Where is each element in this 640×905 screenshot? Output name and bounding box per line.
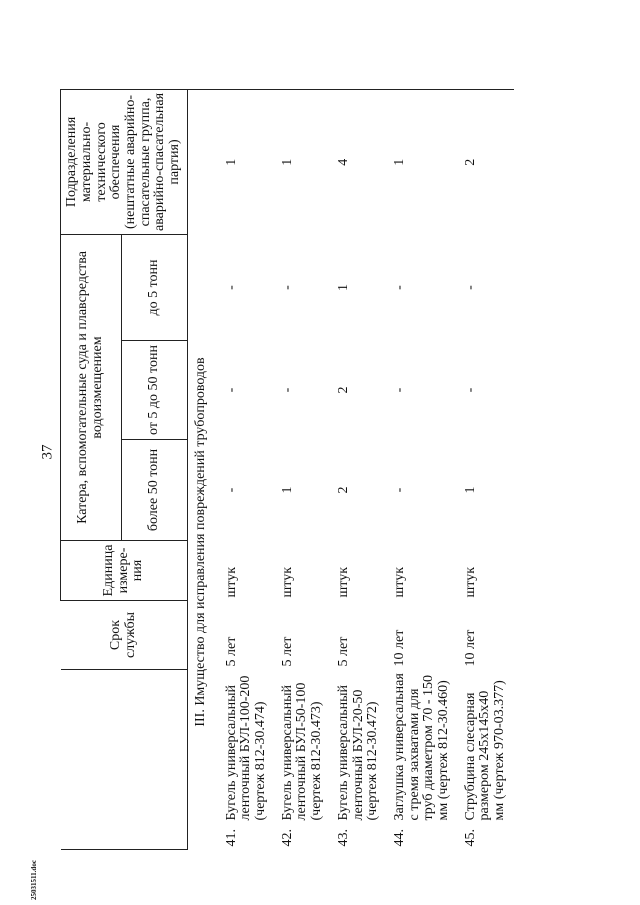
service-life: 5 лет [279, 636, 295, 667]
service-life: 5 лет [223, 636, 239, 667]
qty-5-to-50: 2 [335, 386, 351, 394]
qty-5-to-50: - [279, 387, 295, 393]
row-number: 45. [462, 829, 478, 847]
qty-up-to-5: - [279, 285, 295, 290]
unit: штук [223, 566, 239, 598]
service-life: 10 лет [462, 629, 478, 667]
header-name-cell [61, 670, 188, 850]
section-title: III. Имущество для исправления повреждений трубопроводов [193, 357, 208, 727]
row-number: 41. [223, 829, 239, 847]
qty-over-50: 1 [462, 486, 478, 494]
header-unit: Единица измере-ния [61, 541, 188, 601]
qty-up-to-5: - [223, 285, 239, 290]
item-name: Бугель универсальный ленточный БУЛ-20-50 (чертеж 812-30.472) [335, 684, 381, 821]
table-row [219, 89, 275, 849]
qty-up-to-5: 1 [335, 284, 351, 291]
unit: штук [335, 566, 351, 598]
item-name: Струбцина слесарная размером 245x145x40 мм (чертеж 970-03.377) [462, 680, 507, 821]
item-name-cell [275, 670, 331, 850]
qty-subdivisions: 1 [387, 89, 458, 234]
service-life: 10 лет [391, 629, 407, 667]
footer-filename: 25031511.doc [30, 860, 38, 900]
qty-up-to-5: - [462, 285, 478, 290]
unit: штук [279, 566, 295, 598]
header-subdivisions: Подразделения материально-технического обеспечения (нештатные аварийно-спасательные группа, аварийно-спасательная партия) [61, 89, 188, 234]
table-row [458, 89, 514, 849]
header-5-to-50: от 5 до 50 тонн [122, 341, 188, 440]
section-title-border [188, 89, 219, 234]
row-number: 42. [279, 829, 295, 847]
row-number: 43. [335, 829, 351, 847]
item-name: Заглушка универсальная с тремя захватами для труб диаметром 70 - 150 мм (чертеж 812-30.460) [391, 673, 451, 821]
item-name: Бугель универсальный ленточный БУЛ-50-100 (чертеж 812-30.473) [279, 682, 325, 821]
qty-subdivisions: 2 [458, 89, 514, 234]
header-vessels-group: Катера, вспомогательные суда и плавсредства водоизмещением [61, 234, 122, 540]
item-name-cell [219, 670, 275, 850]
qty-subdivisions: 4 [331, 89, 387, 234]
qty-up-to-5: - [391, 285, 407, 290]
row-number: 44. [391, 829, 407, 847]
qty-5-to-50: - [462, 387, 478, 393]
rotated-page-content [60, 90, 550, 850]
qty-5-to-50: - [391, 387, 407, 393]
header-service-life: Срок службы [61, 601, 188, 670]
header-up-to-5: до 5 тонн [122, 234, 188, 340]
qty-subdivisions: 1 [275, 89, 331, 234]
qty-subdivisions: 1 [219, 89, 275, 234]
service-life: 5 лет [335, 636, 351, 667]
table-row [331, 89, 387, 849]
qty-over-50: 2 [335, 486, 351, 494]
unit: штук [462, 566, 478, 598]
qty-5-to-50: - [223, 387, 239, 393]
qty-over-50: - [391, 487, 407, 493]
header-over-50: более 50 тонн [122, 440, 188, 541]
item-name-cell [458, 670, 514, 850]
page-number: 37 [39, 444, 56, 460]
qty-over-50: - [223, 487, 239, 493]
item-name-cell [387, 670, 458, 850]
item-name-cell [331, 670, 387, 850]
table-row [387, 89, 458, 849]
equipment-table [60, 89, 514, 850]
table-header [61, 89, 188, 849]
qty-over-50: 1 [279, 486, 295, 494]
item-name: Бугель универсальный ленточный БУЛ-100-200 (чертеж 812-30.474) [223, 675, 269, 821]
table-body [188, 89, 514, 849]
table-row [275, 89, 331, 849]
unit: штук [391, 566, 407, 598]
